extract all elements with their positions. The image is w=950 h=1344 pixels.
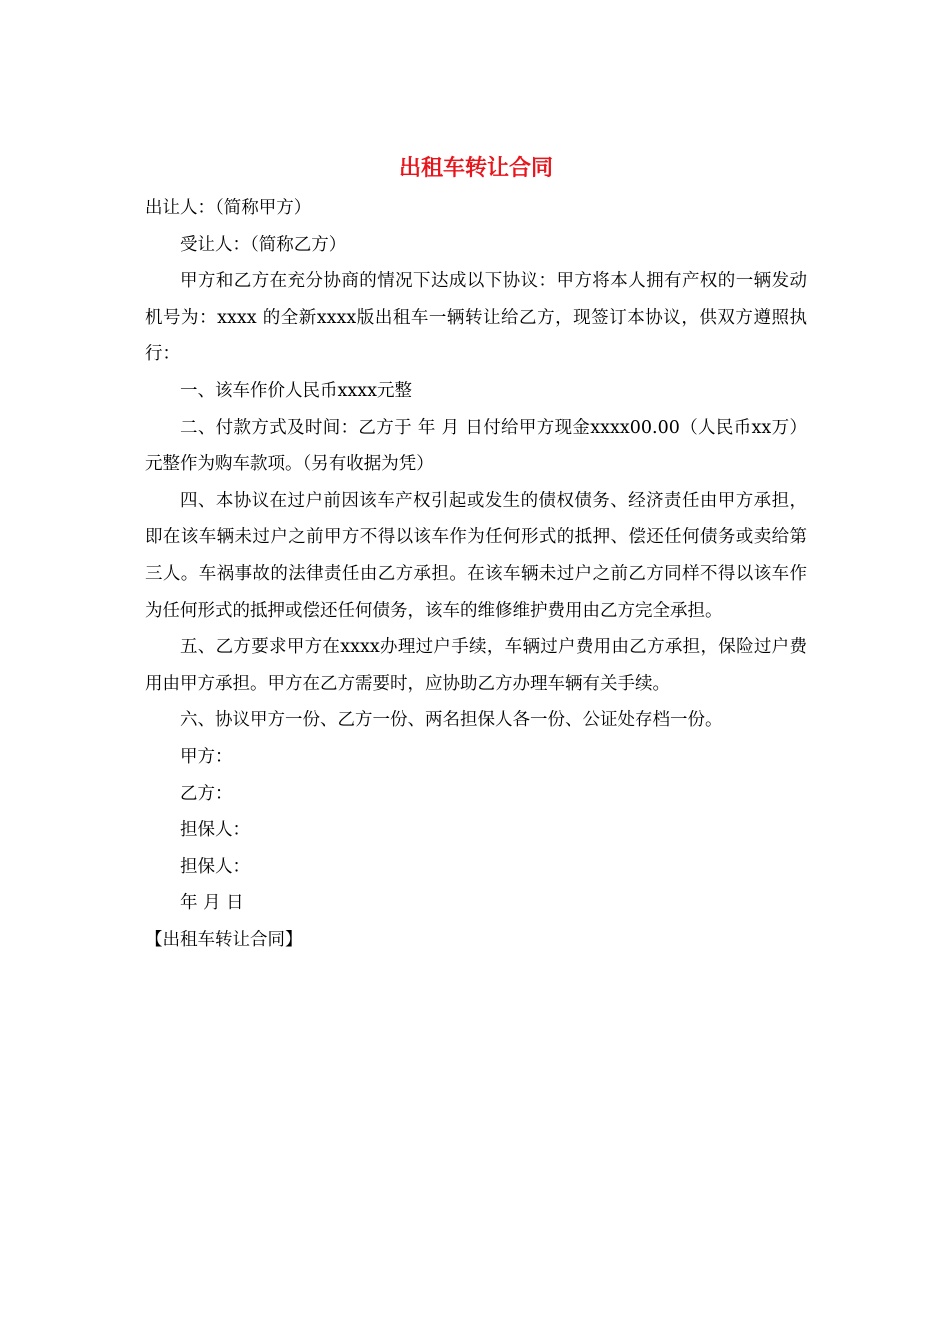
document-footer: 【出租车转让合同】 [145,929,303,950]
signature-guarantor-1: 担保人： [180,820,250,841]
transferor-line: 出让人：（简称甲方） [145,198,312,218]
signature-party-b: 乙方： [180,783,233,804]
clause-price: 一、该车作价人民币xxxx元整 [180,380,412,401]
clause-payment: 二、付款方式及时间：乙方于 年 月 日付给甲方现金xxxx00.00（人民币xx万）元整作为购车款项。（另有收据为凭） [145,417,807,475]
document-title: 出租车转让合同 [398,155,553,181]
signature-guarantor-2: 担保人： [180,856,250,877]
clause-transfer-procedure: 五、乙方要求甲方在xxxx办理过户手续，车辆过户费用由乙方承担，保险过户费用由甲方承担。甲方在乙方需要时，应协助乙方办理车辆有关手续。 [145,637,807,694]
clause-liability: 四、本协议在过户前因该车产权引起或发生的债权债务、经济责任由甲方承担，即在该车辆未过户之前甲方不得以该车作为任何形式的抵押、偿还任何债务或卖给第三人。车祸事故的法律责任由乙方承担。在该车辆未过户之前乙方同样不得以该车作为任何形式的抵押或偿还任何债务，该车的维修维护费用由乙方完全承担。 [145,490,807,621]
document-body [145,150,807,958]
signature-date: 年 月 日 [180,893,244,914]
transferee-line: 受让人：（简称乙方） [180,234,347,255]
clause-copies: 六、协议甲方一份、乙方一份、两名担保人各一份、公证处存档一份。 [180,710,723,731]
agreement-intro-paragraph: 甲方和乙方在充分协商的情况下达成以下协议：甲方将本人拥有产权的一辆发动机号为：xxxx 的全新xxxx版出租车一辆转让给乙方，现签订本协议，供双方遵照执行： [145,271,807,365]
signature-party-a: 甲方： [180,746,233,767]
